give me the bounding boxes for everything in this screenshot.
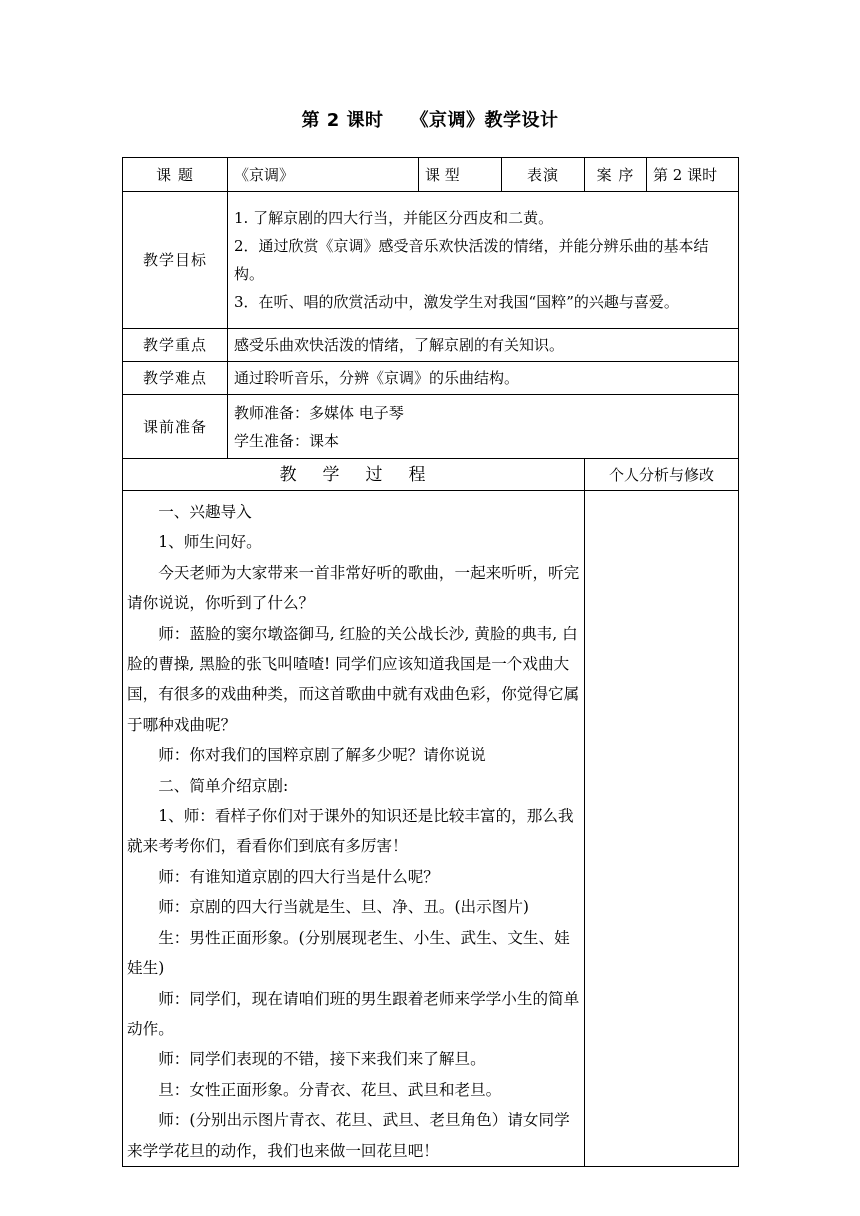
- process-paragraph: 今天老师为大家带来一首非常好听的歌曲，一起来听听，听完请你说说，你听到了什么？: [127, 563, 580, 613]
- analysis-content: [585, 491, 739, 1167]
- goal-item: 1. 了解京剧的四大行当，并能区分西皮和二黄。: [234, 209, 554, 227]
- process-heading: 教学过程: [123, 459, 585, 491]
- process-paragraph: 师：有谁知道京剧的四大行当是什么呢？: [158, 867, 439, 886]
- lesson-plan-table: [122, 157, 739, 1167]
- preparation-content: [228, 395, 739, 459]
- process-paragraph: 旦：女性正面形象。分青衣、花旦、武旦和老旦。: [158, 1080, 502, 1099]
- seq-value: 第 2 课时: [647, 158, 739, 192]
- goals-row: [123, 192, 739, 329]
- goal-item: 2．通过欣赏《京调》感受音乐欢快活泼的情绪，并能分辨乐曲的基本结构。: [234, 237, 709, 283]
- process-paragraph: 师：同学们，现在请咱们班的男生跟着老师来学学小生的简单动作。: [127, 989, 580, 1038]
- process-paragraph: 师：你对我们的国粹京剧了解多少呢？请你说说: [158, 746, 486, 765]
- seq-label: 案 序: [585, 158, 647, 192]
- preparation-label: 课前准备: [123, 395, 228, 459]
- student-preparation: 学生准备：课本: [234, 431, 340, 450]
- process-paragraph: 一、兴趣导入: [158, 503, 252, 521]
- difficulty-label: 教学难点: [123, 362, 228, 395]
- process-paragraph: 二、简单介绍京剧:: [158, 776, 289, 795]
- key-point-row: [123, 329, 739, 362]
- header-row: [123, 158, 739, 192]
- difficulty-row: [123, 362, 739, 395]
- process-content: [123, 491, 585, 1167]
- process-paragraph: 师：蓝脸的窦尔墩盗御马, 红脸的关公战长沙, 黄脸的典韦, 白脸的曹操, 黑脸的张飞叫喳喳! 同学们应该知道我国是一个戏曲大国，有很多的戏曲种类，而这首歌曲中就有戏曲色彩，你觉得它属于哪种戏曲呢？: [127, 624, 580, 734]
- goals-label: 教学目标: [123, 192, 228, 329]
- difficulty-value: 通过聆听音乐，分辨《京调》的乐曲结构。: [228, 362, 739, 395]
- analysis-heading: 个人分析与修改: [585, 459, 739, 491]
- process-header-row: [123, 459, 739, 491]
- topic-label: 课 题: [123, 158, 228, 192]
- process-paragraph: 师：(分别出示图片青衣、花旦、武旦、老旦角色）请女同学来学学花旦的动作，我们也来做一回花旦吧！: [127, 1111, 570, 1160]
- process-paragraph: 1、师生问好。: [158, 533, 262, 552]
- type-value: 表演: [502, 158, 585, 192]
- key-point-value: 感受乐曲欢快活泼的情绪，了解京剧的有关知识。: [228, 329, 739, 362]
- teacher-preparation: 教师准备：多媒体 电子琴: [234, 403, 404, 422]
- type-label: 课 型: [419, 158, 502, 192]
- process-body-row: [123, 491, 739, 1167]
- process-paragraph: 生：男性正面形象。(分别展现老生、小生、武生、文生、娃娃生): [127, 928, 570, 978]
- goals-content: [228, 192, 739, 329]
- process-paragraph: 1、师：看样子你们对于课外的知识还是比较丰富的，那么我就来考考你们，看看你们到底有多厉害！: [127, 807, 574, 856]
- document-title: 第 2 课时 《京调》教学设计: [301, 110, 559, 131]
- goal-item: 3．在听、唱的欣赏活动中，激发学生对我国“国粹”的兴趣与喜爱。: [234, 293, 679, 311]
- topic-value: 《京调》: [228, 158, 419, 192]
- process-paragraph: 师：同学们表现的不错，接下来我们来了解旦。: [158, 1050, 486, 1069]
- preparation-row: [123, 395, 739, 459]
- key-point-label: 教学重点: [123, 329, 228, 362]
- process-paragraph: 师：京剧的四大行当就是生、旦、净、丑。(出示图片): [158, 898, 530, 917]
